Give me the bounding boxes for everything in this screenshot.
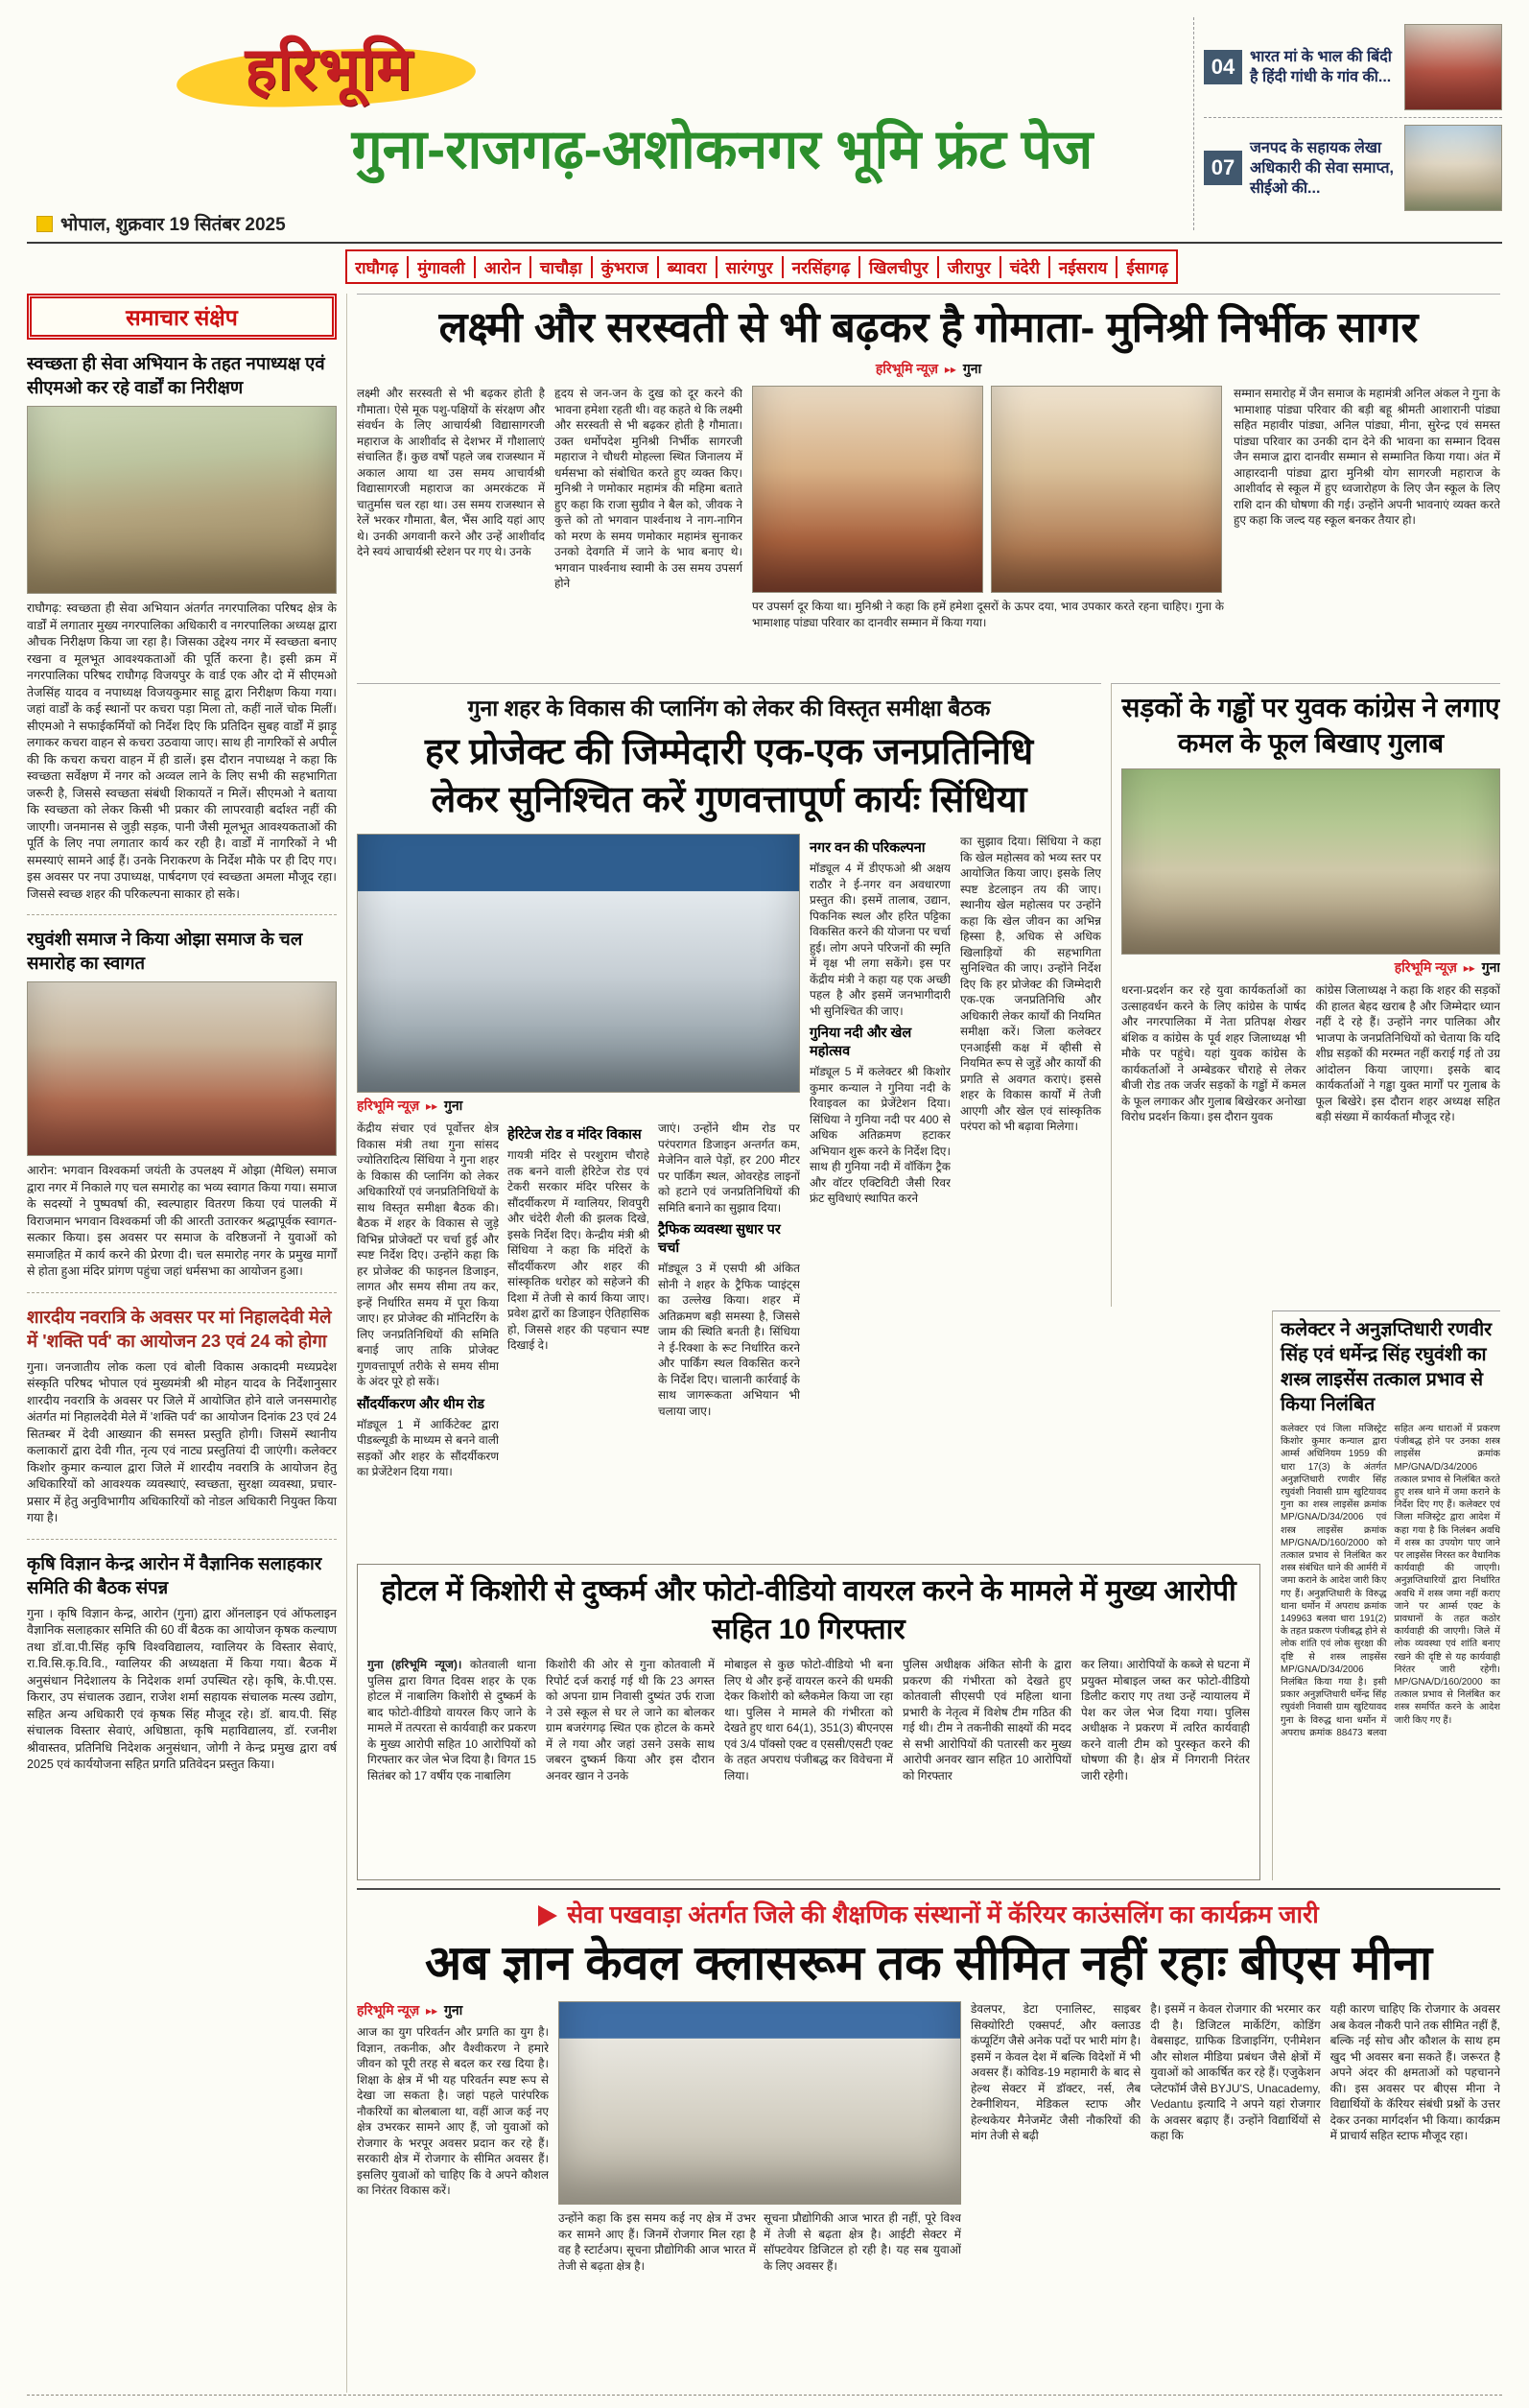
lead-headline: लक्ष्मी और सरस्वती से भी बढ़कर है गोमाता- मुनिश्री निर्भीक सागर (438, 304, 1419, 351)
career-photo-undertext (558, 2210, 961, 2345)
subhead-guniya-nadi: गुनिया नदी और खेल महोत्सव (810, 1026, 912, 1059)
story-column: मोबाइल से कुछ फोटो-वीडियो भी बना लिए थे और इन्हें वायरल करने की धमकी देकर किशोरी को ब्लैकमेल किया जा रहा था। पुलिस ने मामले की गंभीरता को देखते हुए धारा 64(1), 351(3) बीएनएस एवं 3/4 पॉक्सो एक्ट व एससी/एसटी एक्ट के तहत अपराध पंजीबद्ध कर विवेचना में लिया। (724, 1658, 893, 1782)
nav-item-sarangpur: सारंगपुर (716, 256, 773, 278)
nav-item-biaora: ब्यावरा (657, 256, 707, 278)
subhead-heritage-road: हेरिटेज रोड व मंदिर विकास (507, 1127, 642, 1143)
briefs-section-header: समाचार संक्षेप (27, 294, 337, 340)
story-kicker: गुना शहर के विकास की प्लानिंग को लेकर की विस्तृत समीक्षा बैठक (467, 696, 991, 720)
career-content (357, 2001, 1500, 2352)
story-text: मॉड्यूल 1 में आर्किटेक्ट द्वारा पीडब्ल्यूडी के माध्यम से बनने वाली सड़कों और शहर के सौंदर्यीकरण का प्रेजेंटेशन दिया गया। (357, 1417, 499, 1478)
byline-arrows-icon: ▸▸ (426, 2004, 438, 2018)
byline-agency: हरिभूमि न्यूज़ (357, 1098, 420, 1113)
story-column: कर लिया। आरोपियों के कब्जे से घटना में प्रयुक्त मोबाइल जब्त कर फोटो-वीडियो डिलीट कराए गए तथा उन्हें न्यायालय में पेश कर जेल भेज दिया गया। पुलिस अधीक्षक ने प्रकरण में त्वरित कार्यवाही करने वाली टीम को पुरस्कृत करने की घोषणा की है। क्षेत्र में निगरानी निरंतर जारी रहेगी। (1081, 1658, 1250, 1782)
story-text: जाएं। उन्होंने थीम रोड पर परंपरागत डिजाइन अन्तर्गत कम, मेजेनिन वाले पेड़ों, हर 200 मीटर पर पार्किंग स्थल, ओवरहेड लाइनों को हटाने एवं जनप्रतिनिधियों की समिति बनाने का सुझाव दिया। (658, 1121, 800, 1215)
story-column: लक्ष्मी और सरस्वती से भी बढ़कर होती है गौमाता। ऐसे मूक पशु-पक्षियों के संरक्षण और संवर्धन के लिए आचार्यश्री विद्यासागरजी महाराज के आशीर्वाद से देशभर में गौशालाएं संचालित हैं। कुछ वर्षों पहले जब राजस्थान में अकाल आया था उस समय आचार्यश्री विद्यासागरजी महाराज का अमरकंटक में चातुर्मास चल रहा था। उस समय राजस्थान से रेलें भरकर गौमाता, बैल, भैंस आदि यहां आए थे। उनकी अगवानी करने और उन्हें आशीर्वाद देने स्वयं आचार्यश्री स्टेशन पर गए थे। उनके (357, 387, 545, 558)
subhead-nagar-van: नगर वन की परिकल्पना (810, 840, 926, 856)
scindia-left-zone (357, 834, 800, 1505)
lead-story-gomata (357, 294, 1500, 677)
story-column: कांग्रेस जिलाध्यक्ष ने कहा कि शहर की सड़कों की हालत बेहद खराब है और जिम्मेदार ध्यान नहीं दे रहे हैं। उन्होंने नगर पालिका और भाजपा के जनप्रतिनिधियों को चेताया कि यदि शीघ्र सड़कों की मरम्मत नहीं कराई गई तो उग्र आंदोलन किया जाएगा। इसके बाद कार्यकर्ताओं ने गड्ढा युक्त मार्गों पर गुलाब के फूल बिखेरे। इस दौरान शहर अध्यक्ष सहित बड़ी संख्या में कार्यकर्ता मौजूद रहे। (1315, 983, 1500, 1123)
teaser-photo (1404, 125, 1502, 211)
byline-arrows-icon: ▸▸ (426, 1099, 438, 1113)
story-text: आज का युग परिवर्तन और प्रगति का युग है। विज्ञान, तकनीक, और वैश्वीकरण ने हमारे जीवन को पूरी तरह से बदल कर रख दिया है। शिक्षा के क्षेत्र में भी यह परिवर्तन स्पष्ट रूप से देखा जा सकता है। जहां पहले पारंपरिक नौकरियों का बोलबाला था, वहीं आज कई नए क्षेत्र उभरकर सामने आए हैं, जो युवाओं को रोजगार के भरपूर अवसर प्रदान कर रहे हैं। सरकारी क्षेत्र में रोजगार के सीमित अवसर हैं। इसलिए युवाओं को चाहिए कि वे अपने कौशल का निरंतर विकास करें। (357, 2025, 549, 2197)
brief-swachhata (27, 351, 337, 903)
byline (357, 360, 1500, 378)
nav-item-khilchipur: खिलचीपुर (859, 256, 929, 278)
story-column (367, 1657, 536, 1876)
byline (1121, 958, 1500, 977)
brief-krishi-vigyan (27, 1539, 337, 1774)
story-column: डेवलपर, डेटा एनालिस्ट, साइबर सिक्योरिटी एक्सपर्ट, और क्लाउड कंप्यूटिंग जैसे अनेक पदों पर भारी मांग है। इसमें न केवल देश में बल्कि विदेशों में भी अवसर हैं। कोविड-19 महामारी के बाद से हेल्थ सेक्टर में डॉक्टर, नर्स, लैब टेक्नीशियन, मेडिकल स्टाफ और हेल्थकेयर मैनेजमेंट जैसी नौकरियों की मांग तेजी से बढ़ी (971, 2002, 1141, 2142)
story-column: का सुझाव दिया। सिंधिया ने कहा कि खेल महोत्सव को भव्य स्तर पर आयोजित किया जाए। इसके लिए स्पष्ट डेटलाइन तय की जाए। स्थानीय खेल महोत्सव पर उन्होंने कहा कि खेल जीवन का अभिन्न हिस्सा है, अधिक से अधिक खिलाड़ियों की सहभागिता सुनिश्चित की जाए। उन्होंने निर्देश दिए कि हर प्रोजेक्ट की जिम्मेदारी एक-एक जनप्रतिनिधि और अधिकारी लेकर कार्यों की नियमित समीक्षा करें। जिला कलेक्टर एनआईसी कक्ष में व्हीसी से नियमित रूप से जुड़ें और कार्यों की प्रगति से अवगत कराएं। इससे शहर के विकास कार्यों में तेजी आएगी और खेल एवं सांस्कृतिक परंपरा को भी बढ़ावा मिलेगा। (960, 835, 1101, 1133)
hotel-crime-story (357, 1564, 1260, 1880)
byline-arrows-icon: ▸▸ (1463, 961, 1475, 975)
nav-item-mungaoli: मुंगावली (407, 256, 465, 278)
byline-arrows-icon: ▸▸ (944, 363, 956, 376)
story-text: मॉड्यूल 4 में डीएफओ श्री अक्षय राठौर ने ई-नगर वन अवधारणा प्रस्तुत की। इसमें तालाब, उद्यान, पिकनिक स्थल और हरित पट्टिका विकसित करने की योजना पर चर्चा हुई। लोग अपने परिजनों की स्मृति में वृक्ष भी लगा सकेंगे। इस पर केंद्रीय मंत्री ने कहा यह एक अच्छी पहल है और इसमें जनभागीदारी भी सुनिश्चित की जाए। (810, 862, 951, 1018)
license-headline: कलेक्टर ने अनुज्ञप्तिधारी रणवीर सिंह एवं धर्मेन्द्र सिंह रघुवंशी का शस्त्र लाइसेंस तत्काल प्रभाव से किया निलंबित (1281, 1319, 1493, 1415)
byline-agency: हरिभूमि न्यूज़ (357, 2002, 420, 2018)
story-column: हृदय से जन-जन के दुख को दूर करने की भावना हमेशा रहती थी। वह कहते थे कि लक्ष्मी और सरस्वती से भी बढ़कर होती है गौमाता। उक्त धर्मोपदेश मुनिश्री निर्भीक सागरजी महाराज ने चौधरी मोहल्ला स्थित जिनालय में धर्मसभा को संबोधित करते हुए व्यक्त किए। मुनिश्री ने णमोकार महामंत्र की महिमा बताते हुए कहा कि राजा सुग्रीव ने बैल को, जीवक ने कुत्ते को तो भगवान पार्श्वनाथ ने नाग-नागिन को मरण के समय णमोकार महामंत्र सुनाकर उनको देवगति में जाने के भाव बनाए थे। भगवान पार्श्वनाथ स्वामी के उस समय उपसर्ग होने (554, 387, 742, 590)
lead-photo-ceremony-1 (752, 386, 983, 593)
bottom-rule (27, 2395, 1502, 2396)
career-kicker (357, 1898, 1500, 1930)
teaser-page-badge: 04 (1204, 50, 1242, 84)
byline-city: गुना (962, 361, 982, 376)
teaser-item (1204, 117, 1502, 218)
lead-photo-zone (752, 386, 1224, 658)
congress-protest-photo (1121, 768, 1500, 955)
career-headline: अब ज्ञान केवल क्लासरूम तक सीमित नहीं रहाः बीएस मीना (424, 1936, 1433, 1990)
lead-photo-undertext: पर उपसर्ग दूर किया था। मुनिश्री ने कहा कि हमें हमेशा दूसरों के ऊपर दया, भाव उपकार करते रहना चाहिए। गुना के भामाशाह पांड्या परिवार का दानवीर सम्मान में किया गया। (752, 600, 1224, 629)
dateline-text: भोपाल, शुक्रवार 19 सितंबर 2025 (60, 215, 286, 235)
subhead-traffic: ट्रैफिक व्यवस्था सुधार पर चर्चा (658, 1222, 781, 1256)
story-column: है। इसमें न केवल रोजगार की भरमार कर दी है। डिजिटल मार्केटिंग, कोडिंग वेबसाइट, ग्राफिक डिजाइनिंग, एनीमेशन और सोशल मीडिया प्रबंधन जैसे क्षेत्रों में युवाओं को आकर्षित कर रहे हैं। एजुकेशन प्लेटफॉर्म जैसे BYJU'S, Unacademy, Vedantu इत्यादि ने अपने यहां रोजगार के अवसर बढ़ाए हैं। उन्होंने विद्यार्थियों से कहा कि (1150, 2002, 1321, 2142)
byline-city: गुना (443, 2002, 463, 2018)
meeting-photo (357, 834, 800, 1093)
career-session-photo (558, 2001, 961, 2205)
career-kicker-text: सेवा पखवाड़ा अंतर्गत जिले की शैक्षणिक संस्थानों में कॅरियर काउंसलिंग का कार्यक्रम जारी (567, 1901, 1319, 1928)
byline-agency: हरिभूमि न्यूज़ (1394, 959, 1457, 975)
brief-shakti-parv (27, 1292, 337, 1527)
story-column (658, 1121, 800, 1505)
congress-columns (1121, 982, 1500, 1261)
newspaper-logo (171, 21, 497, 119)
hotel-columns (367, 1657, 1250, 1876)
nav-item-raghogarh: राघौगढ़ (355, 258, 399, 277)
byline-agency: हरिभूमि न्यूज़ (875, 361, 939, 376)
nav-item-chachoura: चाचौड़ा (529, 256, 582, 278)
story-column: धरना-प्रदर्शन कर रहे युवा कार्यकर्ताओं का उत्साहवर्धन करने के लिए कांग्रेस के पार्षद और नगरपालिका में नेता प्रतिपक्ष शेखर बंशिक व कांग्रेस के पूर्व शहर जिलाध्यक्ष भी मौके पर पहुंचे। यहां युवक कांग्रेस के कार्यकर्ताओं ने अम्बेडकर चौराहे से लेकर बीजी रोड तक जर्जर सड़कों के गड्ढों में कमल के फूल लगाकर और गुलाब बिखेरकर अनोखा विरोध प्रदर्शन किया। इस दौरान युवक (1121, 983, 1306, 1123)
lead-photo-ceremony-2 (991, 386, 1222, 593)
teaser-page-badge: 07 (1204, 151, 1242, 185)
ribbon-icon (538, 1905, 557, 1926)
brief-body: आरोन: भगवान विश्वकर्मा जयंती के उपलक्ष्य में ओझा (मैथिल) समाज द्वारा नगर में निकाले गए चल समारोह का भव्य स्वागत किया गया। समाज के सदस्यों ने पुष्पवर्षा की, स्वल्पाहार वितरण किया एवं पालकी में विराजमान भगवान विश्वकर्मा जी की आरती उतारकर श्रद्धापूर्वक स्वागत-सत्कार किया। इस अवसर पर समाज के वरिष्ठजनों ने युवाओं को समाजहित में कार्य करने की प्रेरणा दी। चल समारोह नगर के प्रमुख मार्गों से होता हुआ मंदिर प्रांगण पहुंचा जहां धर्मसभा का आयोजन हुआ। (27, 1164, 337, 1278)
nav-item-kumbhraj: कुंभराज (591, 256, 648, 278)
story-text: मॉड्यूल 3 में एसपी श्री अंकित सोनी ने शहर के ट्रैफिक प्वाइंट्स का उल्लेख किया। शहर में अतिक्रमण बड़ी समस्या है, जिससे जाम की स्थिति बनती है। सिंधिया ने ई-रिक्शा के रूट निर्धारित करने और पार्किंग स्थल विकसित करने के निर्देश दिए। चालानी कार्रवाई के साथ जागरूकता अभियान भी चलाया जाए। (658, 1262, 800, 1418)
story-text: कोतवाली थाना पुलिस द्वारा विगत दिवस शहर के एक होटल में नाबालिग किशोरी से दुष्कर्म के बाद फोटो-वीडियो वायरल किए जाने के मामले में तत्परता से कार्यवाही कर प्रकरण के मुख्य आरोपी सहित 10 आरोपियों को गिरफ्तार कर जेल भेज दिया है। विगत 15 सितंबर को 17 वर्षीय एक नाबालिग (367, 1658, 536, 1782)
story-column (810, 834, 951, 1505)
brief-body: गुना । कृषि विज्ञान केन्द्र, आरोन (गुना) द्वारा ऑनलाइन एवं ऑफलाइन वैज्ञानिक सलाहकार समिति की 60 वीं बैठक का आयोजन कृषक कल्याण तथा डॉ.वा.पी.सिंह कृषि विश्वविद्यालय, ग्वालियर के विस्तार सेवाएं, रा.वि.सि.कृ.वि.वि., ग्वालियर की अध्यक्षता में किया गया। बैठक में अनुसंधान निदेशालय के निदेशक शर्मा उपस्थित रहे। कृषि, के.पी.एस. किरार, उप संचालक उद्यान, राजेश शर्मा सहायक संचालक मत्स्य उद्योग, सहित अन्य अधिकारी एवं कृषक सिंह मौजूद रहे। डॉ. बाय.पी. सिंह संचालक विस्तार सेवाएं, अधिष्ठाता, कृषि महाविद्यालय, डॉ. रजनीश श्रीवास्तव, प्रतिनिधि निदेशक अनुसंधान, जोगी ने केन्द्र प्रमुख द्वारा वर्ष 2025 एवं कार्ययोजना सहित प्रगति प्रतिवेदन प्रस्तुत किया। (27, 1606, 337, 1771)
byline (357, 2001, 549, 2019)
news-briefs-column (27, 294, 347, 2393)
brief-headline: शारदीय नवरात्रि के अवसर पर मां निहालदेवी मेले में 'शक्ति पर्व' का आयोजन 23 एवं 24 को होगा (27, 1306, 332, 1351)
region-nav-strip (345, 249, 1178, 284)
story-text: केंद्रीय संचार एवं पूर्वोत्तर क्षेत्र विकास मंत्री तथा गुना सांसद ज्योतिरादित्य सिंधिया ने गुना शहर के विकास की प्लानिंग को लेकर अधिकारियों एवं जनप्रतिनिधियों के साथ विस्तृत समीक्षा बैठक की। बैठक में शहर के विकास से जुड़े विभिन्न प्रोजेक्टों पर चर्चा हुई और स्पष्ट निर्देश दिए। उन्होंने कहा कि हर प्रोजेक्ट की फाइनल डिजाइन, लागत और समय सीमा तय कर, इन्हें निर्धारित समय में पूरा किया जाए। हर प्रोजेक्ट की मॉनिटरिंग के लिए जनप्रतिनिधियों की समिति बनाई जाए ताकि प्रोजेक्ट गुणवत्तापूर्ण तरीके से समय सीमा के अंदर पूरे हो सकें। (357, 1121, 499, 1388)
brief-body: राघौगढ़: स्वच्छता ही सेवा अभियान अंतर्गत नगरपालिका परिषद क्षेत्र के वार्डों में लगातार मुख्य नगरपालिका अधिकारी व नगरपालिका अध्यक्ष द्वारा औचक निरीक्षण किया जा रहा है। जिसका उद्देश्य नगर में स्वच्छता बनाए रखना व मूलभूत आवश्यकताओं की पूर्ति करना है। इसी क्रम में नगरपालिका परिषद राघौगढ़ विजयपुर के वार्ड एक और दो में सीएमओ तेजसिंह यादव व नपाध्यक्ष विजयकुमार साहू द्वारा निरीक्षण किया गया। जहां वार्डों के कई स्थानों पर कचरा पड़ा मिला तो, कहीं नालें चोक मिलीं। सीएमओ ने सफाईकर्मियों को निर्देश दिए कि प्रतिदिन सुबह वार्डों में झाड़ू लगाकर कचरा वाहन से कचरा उठवाया जाए। साथ ही नागरिकों से अपील की कि कचरा कचरा वाहन में ही डालें। इस दौरान नपाध्यक्ष ने कहा कि स्वच्छता सर्वेक्षण में नगर को अव्वल लाने के लिए सभी की सहभागिता जरूरी है, जिससे स्वच्छता संबंधी शिकायतें न मिलें। सीएमओ ने बताया कि स्वच्छता को लेकर किसी भी प्रकार की लापरवाही बर्दाश्त नहीं की जाएगी। जनमानस से जुड़ी सड़क, पानी जैसी मूलभूत आवश्यकताओं की पूर्ति के लिए नपा लगातार कार्य कर रही है। वार्डों में नागरिकों ने भी समस्याएं सामने आई हैं। उनके निराकरण के निर्देश मौके पर ही दिए गए। इस अवसर पर नपा उपाध्यक्ष, पार्षदगण एवं स्वच्छता अमला मौजूद रहा। जिससे स्वच्छ शहर की परिकल्पना साकार हो सके। (27, 602, 337, 901)
brief-photo-inspection (27, 406, 337, 594)
nav-item-jirapur: जीरापुर (937, 256, 991, 278)
dateline-marker-icon (36, 216, 53, 232)
teaser-headline: भारत मां के भाल की बिंदी है हिंदी गांधी के गांव की... (1250, 49, 1392, 85)
brief-photo-procession (27, 981, 337, 1156)
scindia-headline-line2: लेकर सुनिश्चित करें गुणवत्तापूर्ण कार्यः सिंधिया (431, 780, 1027, 820)
scindia-headline-line1: हर प्रोजेक्ट की जिम्मेदारी एक-एक जनप्रतिनिधि (424, 732, 1034, 772)
dateline (36, 211, 286, 236)
scindia-review-story (357, 683, 1101, 1560)
lead-photos (752, 386, 1224, 593)
page-title: गुना-राजगढ़-अशोकनगर भूमि फ्रंट पेज (351, 119, 1094, 180)
story-text: गायत्री मंदिर से परशुराम चौराहे तक बनने वाली हेरिटेज रोड एवं टेकरी सरकार मंदिर परिसर के सौंदर्यीकरण में ग्वालियर, शिवपुरी और चंदेरी शैली की झलक दिखे, इसके निर्देश दिए। केन्द्रीय मंत्री श्री सिंधिया ने कहा कि मंदिरों के सौंदर्यीकरण और शहर की सांस्कृतिक धरोहर को सहेजने की दिशा में तेजी से कार्य किया जाए। प्रवेश द्वारों का डिजाइन ऐतिहासिक हो, जिससे शहर की पहचान स्पष्ट दिखाई दे। (507, 1148, 649, 1352)
story-column: सूचना प्रौद्योगिकी आज भारत ही नहीं, पूरे विश्व में तेजी से बढ़ता क्षेत्र है। आईटी सेक्टर में सॉफ्टवेयर डिजिटल हो रही है। यह सब युवाओं के लिए अवसर हैं। (764, 2211, 961, 2273)
youth-congress-story (1111, 683, 1500, 1307)
hotel-lede: गुना (हरिभूमि न्यूज)। (367, 1658, 462, 1671)
brief-headline: कृषि विज्ञान केन्द्र आरोन में वैज्ञानिक सलाहकार समिति की बैठक संपन्न (27, 1552, 322, 1597)
story-column (357, 2001, 549, 2352)
brief-body: गुना। जनजातीय लोक कला एवं बोली विकास अकादमी मध्यप्रदेश संस्कृति परिषद भोपाल एवं मुख्यमंत्री श्री मोहन यादव के निर्देशानुसार शारदीय नवरात्रि के अवसर पर जिले में आयोजित होने वाले जनसमारोह अंतर्गत मां निहालदेवी मेले में 'शक्ति पर्व' का आयोजन दिनांक 23 एवं 24 सितम्बर में देवी आख्यान की समस्त प्रस्तुति होगी। जिसमें स्थानीय कलाकारों द्वारा देवी गीत, नृत्य एवं नाट्य प्रस्तुतियां दी जाएंगी। कलेक्टर किशोर कुमार कन्याल द्वारा जिले में शारदीय नवरात्रि के आयोजन हेतु अधिकारियों को आवश्यक व्यवस्थाएं, स्वच्छता, सुरक्षा व्यवस्था, प्रचार-प्रसार में हेतु अनुविभागीय अधिकारियों को नोडल अधिकारी नियुक्त किया गया है। (27, 1359, 337, 1524)
front-page-teasers (1193, 17, 1502, 230)
story-column (357, 1121, 499, 1505)
story-column: यही कारण चाहिए कि रोजगार के अवसर अब केवल नौकरी पाने तक सीमित नहीं हैं, बल्कि नई सोच और कौशल के साथ हम खुद भी अवसर बना सकते हैं। जरूरत है अपने अंदर की क्षमताओं को पहचानने की। इस अवसर पर बीएस मीना ने विद्यार्थियों के कॅरियर संबंधी प्रश्नों के उत्तर देकर उनका मार्गदर्शन भी किया। कार्यक्रम में प्राचार्य सहित स्टाफ मौजूद रहा। (1329, 2002, 1500, 2142)
logo-text: हरिभूमि (245, 36, 413, 103)
nav-item-naisarai: नईसराय (1048, 256, 1108, 278)
arms-license-story (1272, 1310, 1500, 1880)
scindia-content (357, 834, 1101, 1505)
byline-city: गुना (1481, 959, 1500, 975)
congress-headline: सड़कों के गड्ढों पर युवक कांग्रेस ने लगाए कमल के फूल बिखाए गुलाब (1121, 693, 1500, 758)
subhead-saundaryikaran: सौंदर्यीकरण और थीम रोड (357, 1396, 484, 1412)
story-column: उन्होंने कहा कि इस समय कई नए क्षेत्र में उभर कर सामने आए हैं। जिनमें रोजगार मिल रहा है वह है स्टार्टअप। सूचना प्रौद्योगिकी आज भारत में तेजी से बढ़ता क्षेत्र है। (558, 2211, 756, 2273)
nav-item-aron: आरोन (474, 256, 521, 278)
lead-story-columns (357, 386, 1500, 658)
teaser-photo (1404, 24, 1502, 110)
story-column: पुलिस अधीक्षक अंकित सोनी के द्वारा प्रकरण की गंभीरता को देखते हुए कोतवाली सीएसपी एवं महिला थाना प्रभारी के नेतृत्व में विशेष टीम गठित की गई थी। टीम ने तकनीकी साक्ष्यों की मदद से सभी आरोपियों की पतारसी कर मुख्य आरोपी अनवर खान सहित 10 आरोपियों को गिरफ्तार (903, 1658, 1071, 1782)
story-column: किशोरी की ओर से गुना कोतवाली में रिपोर्ट दर्ज कराई गई थी कि 23 अगस्त को अपना ग्राम निवासी दुष्यंत उर्फ राजा ने उसे स्कूल से घर ले जाने का बोलकर ग्राम बजरंगगढ़ स्थित एक होटल के कमरे में ले गया और जहां उसने उसके साथ जबरन दुष्कर्म किया और इस दौरान अनवर खान ने उनके (546, 1658, 715, 1782)
masthead (27, 15, 1502, 244)
nav-item-isagarh: ईसागढ़ (1116, 256, 1167, 278)
story-column: सम्मान समारोह में जैन समाज के महामंत्री अनिल अंकल ने गुना के भामाशाह पांड्या परिवार की बड़ी बहू श्रीमती आशारानी पांड्या सहित महावीर पांड्या, अनिल पांड्या, मीना, सुरेन्द्र एवं समस्त पांड्या परिवार का उनकी दान देने की भावना का सम्मान दिवस जैन समाज द्वारा दानवीर सम्मान से सम्मानित किया गया। अंत में आहारदानी पांड्या द्वारा मुनिश्री योग सागरजी महाराज के आशीर्वाद से स्कूल में हुए ध्वजारोहण के लिए जैन स्कूल के लिए राशि दान की घोषणा की गई। उन्होंने अपनी भावनाएं व्यक्त करते हुए कहा कि जल्द यह स्कूल बनकर तैयार हो। (1234, 387, 1500, 527)
scindia-bottom-columns (357, 1121, 800, 1505)
brief-headline: स्वच्छता ही सेवा अभियान के तहत नपाध्यक्ष एवं सीएमओ कर रहे वार्डों का निरीक्षण (27, 353, 325, 397)
nav-item-narsinghgarh: नरसिंहगढ़ (782, 256, 850, 278)
teaser-item (1204, 17, 1502, 117)
story-text: मॉड्यूल 5 में कलेक्टर श्री किशोर कुमार कन्याल ने गुनिया नदी के रिवाइवल का प्रेजेंटेशन दिया। सिंधिया ने गुनिया नदी पर 400 से अधिक अतिक्रमण हटाकर अभियान शुरू करने के निर्देश दिए। साथ ही गुनिया नदी में वॉकिंग ट्रैक और वॉटर एक्टिविटी जैसी रिवर फ्रंट सुविधाएं स्थापित करने (810, 1065, 951, 1205)
teaser-headline: जनपद के सहायक लेखा अधिकारी की सेवा समाप्त, सीईओ की... (1250, 139, 1394, 197)
brief-raghuvanshi-samaj (27, 914, 337, 1281)
brief-headline: रघुवंशी समाज ने किया ओझा समाज के चल समारोह का स्वागत (27, 929, 303, 973)
career-photo-zone (558, 2001, 961, 2352)
nav-item-chanderi: चंदेरी (1000, 256, 1040, 278)
story-column (507, 1121, 649, 1505)
career-counselling-story (357, 1888, 1500, 2398)
byline (357, 1097, 800, 1115)
license-body: कलेक्टर एवं जिला मजिस्ट्रेट किशोर कुमार कन्याल द्वारा आर्म्स अधिनियम 1959 की धारा 17(3) के अंतर्गत अनुज्ञप्तिधारी रणवीर सिंह रघुवंशी निवासी ग्राम खुटियावद गुना का शस्त्र लाइसेंस क्रमांक MP/GNA/D/34/2006 एवं शस्त्र लाइसेंस क्रमांक MP/GNA/D/160/2000 को तत्काल प्रभाव से निलंबित कर शस्त्र संबंधित थाने की आर्मरी में जमा कराने के आदेश जारी किए गए हैं। अनुज्ञप्तिधारी के विरुद्ध थाना धर्मोन में अपराध क्रमांक 149963 बलवा धारा 191(2) के तहत प्रकरण पंजीबद्ध होने से लोक शांति एवं लोक सुरक्षा की दृष्टि से शस्त्र लाइसेंस MP/GNA/D/34/2006 निलंबित किया गया है। इसी प्रकार अनुज्ञप्तिधारी धर्मेन्द्र सिंह रघुवंशी निवासी ग्राम खुटियावद गुना के विरुद्ध थाना धर्मोन में अपराध क्रमांक 88473 बलवा सहित अन्य धाराओं में प्रकरण पंजीबद्ध होने पर उनका शस्त्र लाइसेंस क्रमांक MP/GNA/D/34/2006 तत्काल प्रभाव से निलंबित करते हुए शस्त्र थाने में जमा कराने के निर्देश दिए गए हैं। कलेक्टर एवं जिला मजिस्ट्रेट द्वारा आदेश में कहा गया है कि निलंबन अवधि में शस्त्र का उपयोग पाए जाने पर लाइसेंस निरस्त कर वैधानिक कार्यवाही की जाएगी। अनुज्ञप्तिधारियों द्वारा निर्धारित अवधि में शस्त्र जमा नहीं कराए जाने पर आर्म्स एक्ट के प्रावधानों के तहत कठोर कार्यवाही की जाएगी। जिले में लोक व्यवस्था एवं शांति बनाए रखने की दृष्टि से यह कार्यवाही निरंतर जारी रहेगी। MP/GNA/D/160/2000 का तत्काल प्रभाव से निलंबित कर शस्त्र समर्पित करने के आदेश जारी किए गए हैं। (1281, 1424, 1500, 1738)
byline-city: गुना (443, 1098, 463, 1113)
hotel-headline: होटल में किशोरी से दुष्कर्म और फोटो-वीडियो वायरल करने के मामले में मुख्य आरोपी सहित 10 गिरफ्तार (381, 1575, 1236, 1645)
